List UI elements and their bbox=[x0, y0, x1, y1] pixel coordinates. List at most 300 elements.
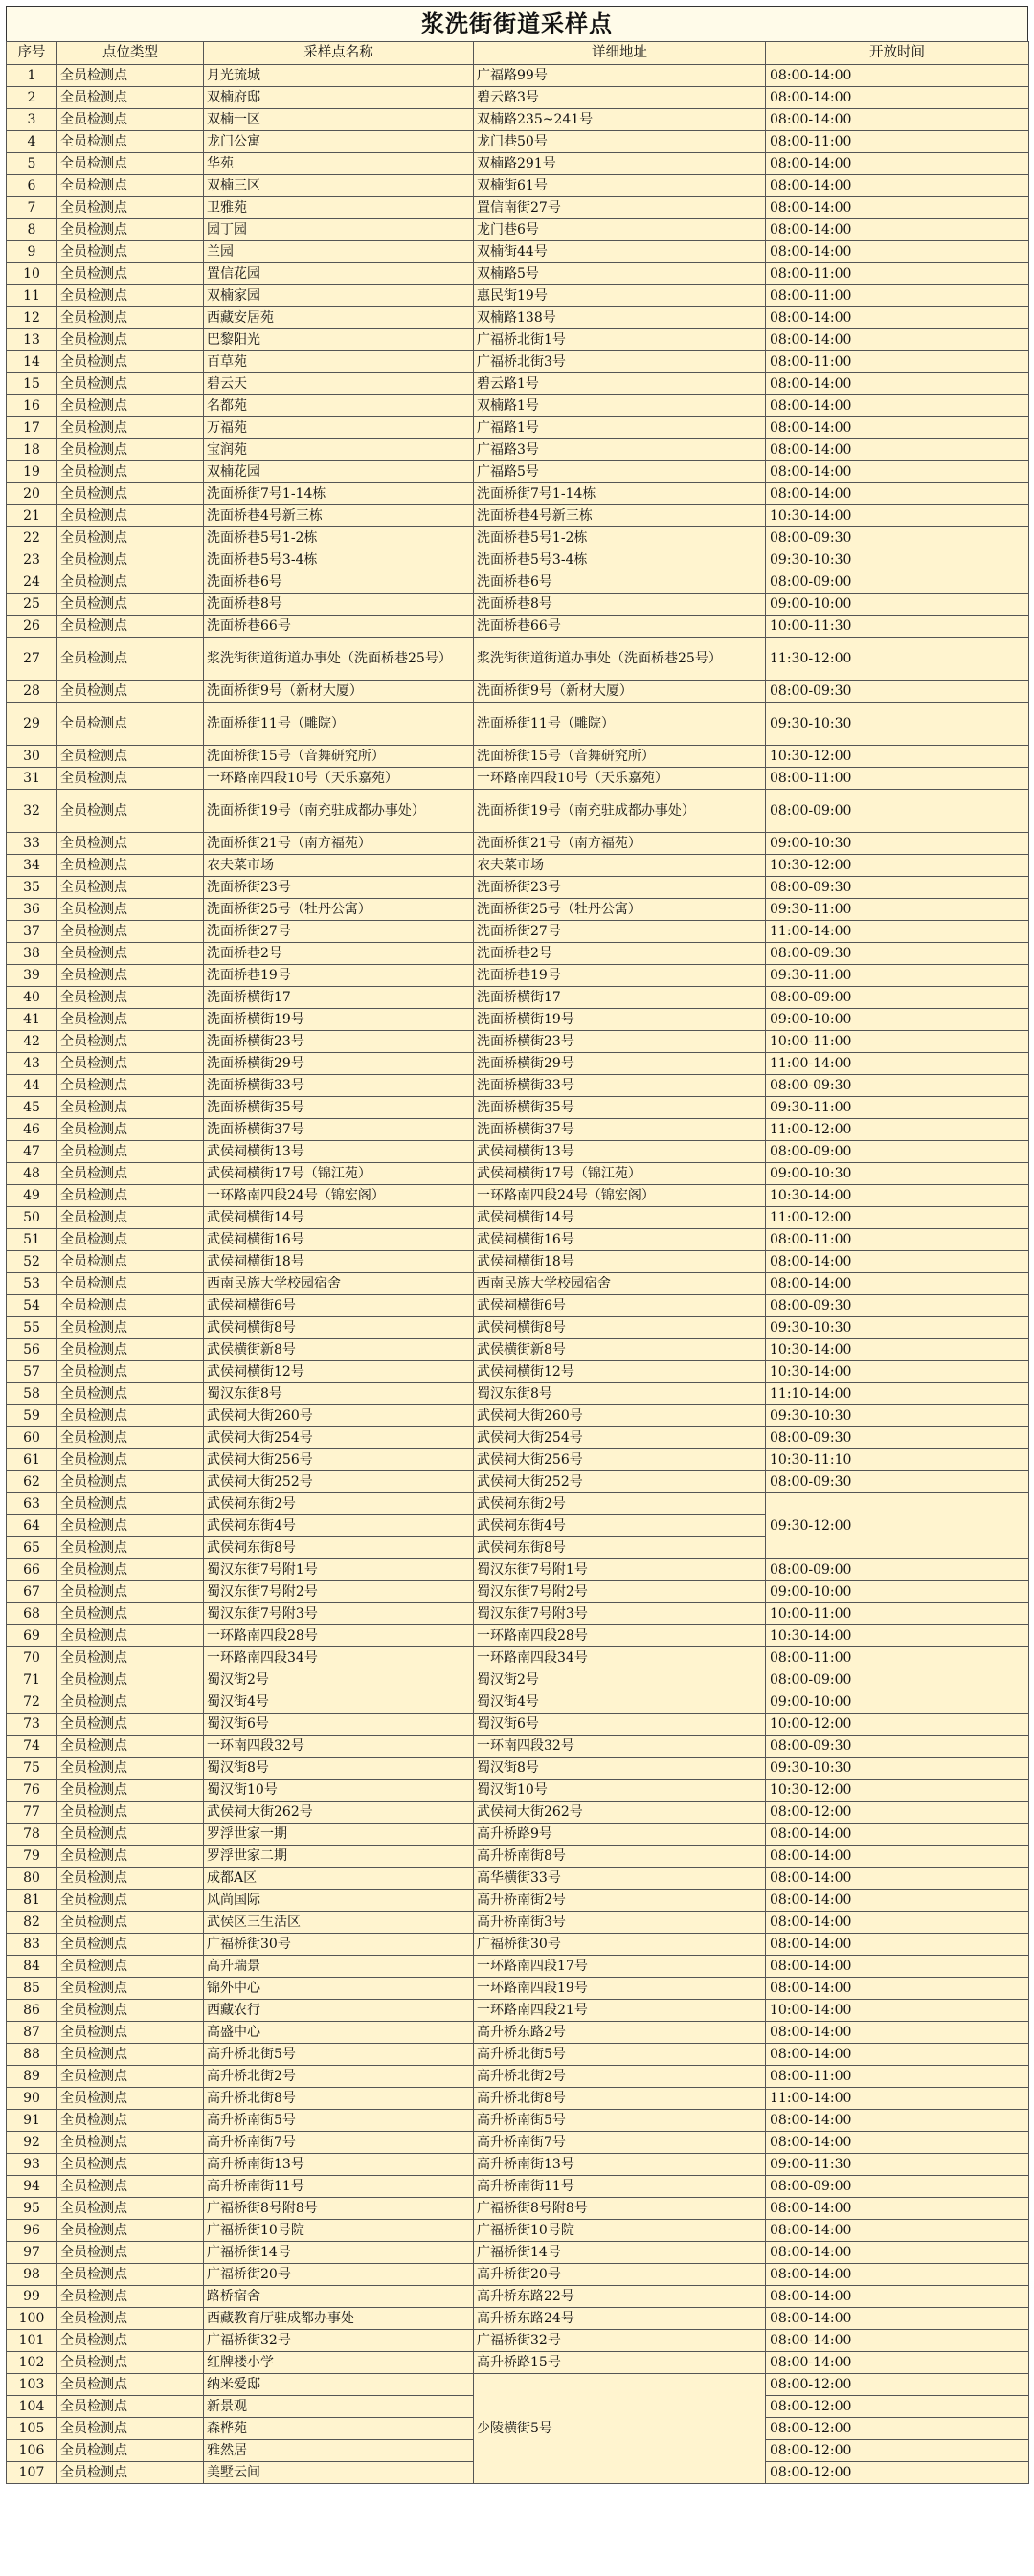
row-number: 102 bbox=[7, 2352, 57, 2374]
row-site-name: 兰园 bbox=[204, 241, 474, 263]
row-site-name: 名都苑 bbox=[204, 395, 474, 417]
row-point-type: 全员检测点 bbox=[57, 1383, 204, 1405]
row-address: 碧云路1号 bbox=[474, 373, 766, 395]
row-open-time: 08:00-09:00 bbox=[766, 987, 1029, 1009]
row-address: 龙门巷50号 bbox=[474, 131, 766, 153]
row-open-time: 08:00-14:00 bbox=[766, 2286, 1029, 2308]
row-site-name: 宝润苑 bbox=[204, 439, 474, 461]
row-address: 高升桥东路24号 bbox=[474, 2308, 766, 2330]
row-open-time: 09:30-10:30 bbox=[766, 1405, 1029, 1427]
row-site-name: 西藏农行 bbox=[204, 2000, 474, 2022]
row-point-type: 全员检测点 bbox=[57, 1978, 204, 2000]
row-number: 89 bbox=[7, 2066, 57, 2088]
row-address: 一环路南四段10号（天乐嘉苑） bbox=[474, 768, 766, 790]
row-site-name: 洗面桥街9号（新材大厦） bbox=[204, 681, 474, 703]
row-address: 武侯横街新8号 bbox=[474, 1339, 766, 1361]
row-open-time: 10:30-12:00 bbox=[766, 855, 1029, 877]
row-site-name: 置信花园 bbox=[204, 263, 474, 285]
row-open-time: 08:00-14:00 bbox=[766, 219, 1029, 241]
table-row bbox=[7, 1449, 1029, 1471]
row-open-time: 08:00-09:30 bbox=[766, 527, 1029, 549]
table-row bbox=[7, 153, 1029, 175]
row-point-type: 全员检测点 bbox=[57, 877, 204, 899]
row-address: 洗面桥巷5号3-4栋 bbox=[474, 549, 766, 571]
table-row bbox=[7, 1846, 1029, 1868]
row-address: 洗面桥巷19号 bbox=[474, 965, 766, 987]
row-open-time: 08:00-14:00 bbox=[766, 1978, 1029, 2000]
row-point-type: 全员检测点 bbox=[57, 1207, 204, 1229]
row-site-name: 西藏教育厅驻成都办事处 bbox=[204, 2308, 474, 2330]
table-row bbox=[7, 1031, 1029, 1053]
row-address: 高升桥路9号 bbox=[474, 1824, 766, 1846]
row-site-name: 成都A区 bbox=[204, 1868, 474, 1890]
row-address: 高升桥东路22号 bbox=[474, 2286, 766, 2308]
table-row bbox=[7, 1141, 1029, 1163]
row-point-type: 全员检测点 bbox=[57, 2308, 204, 2330]
row-number: 36 bbox=[7, 899, 57, 921]
row-point-type: 全员检测点 bbox=[57, 2286, 204, 2308]
row-number: 80 bbox=[7, 1868, 57, 1890]
row-address: 蜀汉街8号 bbox=[474, 1758, 766, 1780]
row-address: 广福桥街8号附8号 bbox=[474, 2198, 766, 2220]
row-site-name: 华苑 bbox=[204, 153, 474, 175]
table-row bbox=[7, 285, 1029, 307]
row-number: 56 bbox=[7, 1339, 57, 1361]
table-row bbox=[7, 616, 1029, 638]
row-point-type: 全员检测点 bbox=[57, 417, 204, 439]
row-number: 35 bbox=[7, 877, 57, 899]
row-number: 19 bbox=[7, 461, 57, 483]
table-row bbox=[7, 2022, 1029, 2044]
sheet-title: 浆洗街街道采样点 bbox=[6, 6, 1028, 41]
header-row bbox=[7, 42, 1029, 65]
row-open-time: 08:00-14:00 bbox=[766, 241, 1029, 263]
row-site-name: 蜀汉东街7号附3号 bbox=[204, 1603, 474, 1625]
row-site-name: 罗浮世家二期 bbox=[204, 1846, 474, 1868]
table-row bbox=[7, 2044, 1029, 2066]
row-address: 洗面桥街19号（南充驻成都办事处） bbox=[474, 790, 766, 833]
row-open-time: 08:00-14:00 bbox=[766, 1846, 1029, 1868]
table-row bbox=[7, 1163, 1029, 1185]
row-number: 30 bbox=[7, 746, 57, 768]
table-row bbox=[7, 1229, 1029, 1251]
row-site-name: 武侯祠大街256号 bbox=[204, 1449, 474, 1471]
row-site-name: 蜀汉东街7号附2号 bbox=[204, 1581, 474, 1603]
row-address: 武侯祠横街6号 bbox=[474, 1295, 766, 1317]
row-address: 武侯祠大街252号 bbox=[474, 1471, 766, 1493]
table-row bbox=[7, 1295, 1029, 1317]
row-address: 武侯祠横街8号 bbox=[474, 1317, 766, 1339]
row-point-type: 全员检测点 bbox=[57, 2044, 204, 2066]
row-number: 77 bbox=[7, 1802, 57, 1824]
row-address: 龙门巷6号 bbox=[474, 219, 766, 241]
row-number: 100 bbox=[7, 2308, 57, 2330]
table-row bbox=[7, 175, 1029, 197]
row-site-name: 蜀汉街10号 bbox=[204, 1780, 474, 1802]
table-row bbox=[7, 1053, 1029, 1075]
table-row bbox=[7, 329, 1029, 351]
table-row bbox=[7, 2088, 1029, 2110]
row-site-name: 双楠三区 bbox=[204, 175, 474, 197]
row-point-type: 全员检测点 bbox=[57, 921, 204, 943]
row-site-name: 高盛中心 bbox=[204, 2022, 474, 2044]
row-address: 双楠路5号 bbox=[474, 263, 766, 285]
row-address: 武侯祠横街13号 bbox=[474, 1141, 766, 1163]
row-site-name: 双楠府邸 bbox=[204, 87, 474, 109]
row-number: 1 bbox=[7, 65, 57, 87]
row-site-name: 洗面桥横街35号 bbox=[204, 1097, 474, 1119]
row-site-name: 西南民族大学校园宿舍 bbox=[204, 1273, 474, 1295]
row-site-name: 洗面桥街15号（音舞研究所） bbox=[204, 746, 474, 768]
row-point-type: 全员检测点 bbox=[57, 1009, 204, 1031]
row-number: 83 bbox=[7, 1934, 57, 1956]
row-number: 40 bbox=[7, 987, 57, 1009]
row-open-time: 10:30-11:10 bbox=[766, 1449, 1029, 1471]
row-open-time: 08:00-14:00 bbox=[766, 395, 1029, 417]
row-number: 34 bbox=[7, 855, 57, 877]
row-number: 66 bbox=[7, 1559, 57, 1581]
table-row bbox=[7, 1009, 1029, 1031]
table-row bbox=[7, 855, 1029, 877]
row-address: 双楠路291号 bbox=[474, 153, 766, 175]
row-site-name: 武侯祠横街13号 bbox=[204, 1141, 474, 1163]
table-row bbox=[7, 373, 1029, 395]
row-site-name: 高升桥北街8号 bbox=[204, 2088, 474, 2110]
table-row bbox=[7, 1736, 1029, 1758]
row-number: 98 bbox=[7, 2264, 57, 2286]
row-address: 洗面桥巷8号 bbox=[474, 594, 766, 616]
row-number: 43 bbox=[7, 1053, 57, 1075]
row-open-time: 08:00-11:00 bbox=[766, 1647, 1029, 1669]
row-site-name: 卫雅苑 bbox=[204, 197, 474, 219]
row-open-time: 08:00-14:00 bbox=[766, 373, 1029, 395]
row-point-type: 全员检测点 bbox=[57, 1229, 204, 1251]
row-address: 一环路南四段34号 bbox=[474, 1647, 766, 1669]
row-site-name: 一环路南四段10号（天乐嘉苑） bbox=[204, 768, 474, 790]
table-row bbox=[7, 1317, 1029, 1339]
table-row bbox=[7, 746, 1029, 768]
row-number: 20 bbox=[7, 483, 57, 505]
table-row bbox=[7, 2220, 1029, 2242]
row-number: 87 bbox=[7, 2022, 57, 2044]
row-address: 蜀汉街10号 bbox=[474, 1780, 766, 1802]
row-address: 洗面桥街23号 bbox=[474, 877, 766, 899]
row-number: 76 bbox=[7, 1780, 57, 1802]
table-row bbox=[7, 2374, 1029, 2396]
row-site-name: 武侯祠横街12号 bbox=[204, 1361, 474, 1383]
row-site-name: 高升桥北街5号 bbox=[204, 2044, 474, 2066]
row-number: 6 bbox=[7, 175, 57, 197]
row-number: 58 bbox=[7, 1383, 57, 1405]
row-number: 94 bbox=[7, 2176, 57, 2198]
row-open-time: 08:00-14:00 bbox=[766, 2198, 1029, 2220]
table-row bbox=[7, 1471, 1029, 1493]
row-number: 13 bbox=[7, 329, 57, 351]
row-number: 91 bbox=[7, 2110, 57, 2132]
row-open-time: 08:00-09:30 bbox=[766, 1075, 1029, 1097]
row-open-time: 11:00-14:00 bbox=[766, 921, 1029, 943]
row-address: 蜀汉东街7号附2号 bbox=[474, 1581, 766, 1603]
row-open-time: 08:00-11:00 bbox=[766, 131, 1029, 153]
row-open-time: 08:00-12:00 bbox=[766, 2418, 1029, 2440]
row-site-name: 洗面桥街25号（牡丹公寓） bbox=[204, 899, 474, 921]
row-number: 8 bbox=[7, 219, 57, 241]
row-point-type: 全员检测点 bbox=[57, 1449, 204, 1471]
row-address: 武侯祠东街2号 bbox=[474, 1493, 766, 1515]
row-number: 4 bbox=[7, 131, 57, 153]
row-site-name: 洗面桥巷6号 bbox=[204, 571, 474, 594]
row-point-type: 全员检测点 bbox=[57, 2264, 204, 2286]
table-row bbox=[7, 768, 1029, 790]
table-row bbox=[7, 241, 1029, 263]
row-open-time: 08:00-14:00 bbox=[766, 329, 1029, 351]
table-body bbox=[7, 65, 1029, 2484]
row-open-time: 11:00-14:00 bbox=[766, 1053, 1029, 1075]
row-site-name: 武侯祠横街18号 bbox=[204, 1251, 474, 1273]
row-site-name: 广福桥街30号 bbox=[204, 1934, 474, 1956]
row-point-type: 全员检测点 bbox=[57, 1427, 204, 1449]
row-number: 72 bbox=[7, 1691, 57, 1714]
row-point-type: 全员检测点 bbox=[57, 1868, 204, 1890]
row-point-type: 全员检测点 bbox=[57, 1075, 204, 1097]
row-address: 武侯祠大街256号 bbox=[474, 1449, 766, 1471]
row-number: 92 bbox=[7, 2132, 57, 2154]
table-row bbox=[7, 351, 1029, 373]
row-site-name: 蜀汉街2号 bbox=[204, 1669, 474, 1691]
row-open-time: 08:00-09:30 bbox=[766, 1295, 1029, 1317]
row-site-name: 武侯祠大街262号 bbox=[204, 1802, 474, 1824]
row-site-name: 洗面桥横街19号 bbox=[204, 1009, 474, 1031]
row-number: 11 bbox=[7, 285, 57, 307]
row-point-type: 全员检测点 bbox=[57, 1581, 204, 1603]
row-site-name: 高升桥北街2号 bbox=[204, 2066, 474, 2088]
row-point-type: 全员检测点 bbox=[57, 899, 204, 921]
row-open-time: 08:00-12:00 bbox=[766, 2440, 1029, 2462]
row-open-time: 08:00-11:00 bbox=[766, 263, 1029, 285]
row-number: 46 bbox=[7, 1119, 57, 1141]
row-address: 洗面桥街11号（雕院） bbox=[474, 703, 766, 746]
row-number: 50 bbox=[7, 1207, 57, 1229]
row-address: 洗面桥街21号（南方福苑） bbox=[474, 833, 766, 855]
row-open-time: 09:00-10:00 bbox=[766, 594, 1029, 616]
row-open-time: 08:00-14:00 bbox=[766, 1824, 1029, 1846]
row-site-name: 高升桥南街7号 bbox=[204, 2132, 474, 2154]
row-point-type: 全员检测点 bbox=[57, 2176, 204, 2198]
table-row bbox=[7, 2330, 1029, 2352]
row-point-type: 全员检测点 bbox=[57, 2000, 204, 2022]
row-site-name: 双楠花园 bbox=[204, 461, 474, 483]
row-site-name: 洗面桥巷5号3-4栋 bbox=[204, 549, 474, 571]
row-address: 洗面桥街27号 bbox=[474, 921, 766, 943]
row-number: 82 bbox=[7, 1912, 57, 1934]
row-open-time: 08:00-14:00 bbox=[766, 2308, 1029, 2330]
row-address: 广福桥北街1号 bbox=[474, 329, 766, 351]
table-row bbox=[7, 1890, 1029, 1912]
row-open-time: 08:00-11:00 bbox=[766, 2066, 1029, 2088]
row-address: 双楠路235~241号 bbox=[474, 109, 766, 131]
row-point-type: 全员检测点 bbox=[57, 1471, 204, 1493]
table-row bbox=[7, 1912, 1029, 1934]
row-number: 7 bbox=[7, 197, 57, 219]
row-site-name: 洗面桥街23号 bbox=[204, 877, 474, 899]
row-number: 57 bbox=[7, 1361, 57, 1383]
table-row bbox=[7, 877, 1029, 899]
row-address: 广福路3号 bbox=[474, 439, 766, 461]
row-number: 12 bbox=[7, 307, 57, 329]
table-row bbox=[7, 833, 1029, 855]
row-number: 47 bbox=[7, 1141, 57, 1163]
row-open-time: 09:00-10:30 bbox=[766, 833, 1029, 855]
row-site-name: 双楠家园 bbox=[204, 285, 474, 307]
row-open-time: 08:00-11:00 bbox=[766, 1229, 1029, 1251]
row-number: 39 bbox=[7, 965, 57, 987]
row-point-type: 全员检测点 bbox=[57, 307, 204, 329]
row-site-name: 武侯祠大街254号 bbox=[204, 1427, 474, 1449]
row-open-time: 10:30-14:00 bbox=[766, 1339, 1029, 1361]
table-row bbox=[7, 1934, 1029, 1956]
row-address: 高升桥南街5号 bbox=[474, 2110, 766, 2132]
row-site-name: 广福桥街8号附8号 bbox=[204, 2198, 474, 2220]
row-address: 广福桥街10号院 bbox=[474, 2220, 766, 2242]
row-open-time: 08:00-09:30 bbox=[766, 1427, 1029, 1449]
row-address: 武侯祠横街17号（锦江苑） bbox=[474, 1163, 766, 1185]
table-row bbox=[7, 1758, 1029, 1780]
row-number: 106 bbox=[7, 2440, 57, 2462]
row-address: 洗面桥街9号（新材大厦） bbox=[474, 681, 766, 703]
row-site-name: 洗面桥巷2号 bbox=[204, 943, 474, 965]
row-address: 蜀汉东街7号附1号 bbox=[474, 1559, 766, 1581]
row-open-time: 09:30-10:30 bbox=[766, 1317, 1029, 1339]
row-site-name: 蜀汉东街8号 bbox=[204, 1383, 474, 1405]
row-site-name: 高升桥南街13号 bbox=[204, 2154, 474, 2176]
row-point-type: 全员检测点 bbox=[57, 461, 204, 483]
row-address: 武侯祠大街262号 bbox=[474, 1802, 766, 1824]
row-number: 48 bbox=[7, 1163, 57, 1185]
row-point-type: 全员检测点 bbox=[57, 965, 204, 987]
row-address: 双楠路138号 bbox=[474, 307, 766, 329]
row-point-type: 全员检测点 bbox=[57, 1515, 204, 1537]
row-number: 78 bbox=[7, 1824, 57, 1846]
row-site-name: 万福苑 bbox=[204, 417, 474, 439]
table-row bbox=[7, 2000, 1029, 2022]
row-address: 一环路南四段17号 bbox=[474, 1956, 766, 1978]
row-address: 蜀汉街4号 bbox=[474, 1691, 766, 1714]
row-open-time: 08:00-12:00 bbox=[766, 2462, 1029, 2484]
row-site-name: 龙门公寓 bbox=[204, 131, 474, 153]
table-row bbox=[7, 1339, 1029, 1361]
row-point-type: 全员检测点 bbox=[57, 2418, 204, 2440]
row-site-name: 武侯祠横街17号（锦江苑） bbox=[204, 1163, 474, 1185]
table-row bbox=[7, 1824, 1029, 1846]
row-site-name: 洗面桥街21号（南方福苑） bbox=[204, 833, 474, 855]
row-open-time: 08:00-14:00 bbox=[766, 2330, 1029, 2352]
row-number: 54 bbox=[7, 1295, 57, 1317]
row-address: 洗面桥横街29号 bbox=[474, 1053, 766, 1075]
row-open-time: 08:00-14:00 bbox=[766, 2110, 1029, 2132]
row-open-time: 08:00-14:00 bbox=[766, 65, 1029, 87]
table-row bbox=[7, 681, 1029, 703]
table-row bbox=[7, 1581, 1029, 1603]
row-address: 蜀汉街6号 bbox=[474, 1714, 766, 1736]
row-number: 107 bbox=[7, 2462, 57, 2484]
row-address: 一环路南四段21号 bbox=[474, 2000, 766, 2022]
row-point-type: 全员检测点 bbox=[57, 263, 204, 285]
table-row bbox=[7, 527, 1029, 549]
row-point-type: 全员检测点 bbox=[57, 1647, 204, 1669]
sampling-sheet bbox=[6, 6, 1028, 2484]
row-site-name: 洗面桥横街33号 bbox=[204, 1075, 474, 1097]
header-address: 详细地址 bbox=[474, 42, 766, 65]
row-open-time: 09:00-10:30 bbox=[766, 1163, 1029, 1185]
table-row bbox=[7, 790, 1029, 833]
row-address: 洗面桥横街33号 bbox=[474, 1075, 766, 1097]
row-open-time: 08:00-09:00 bbox=[766, 571, 1029, 594]
row-open-time: 08:00-14:00 bbox=[766, 2352, 1029, 2374]
table-row bbox=[7, 2286, 1029, 2308]
row-number: 63 bbox=[7, 1493, 57, 1515]
row-site-name: 洗面桥巷19号 bbox=[204, 965, 474, 987]
row-open-time: 08:00-14:00 bbox=[766, 1273, 1029, 1295]
row-number: 37 bbox=[7, 921, 57, 943]
row-point-type: 全员检测点 bbox=[57, 439, 204, 461]
table-row bbox=[7, 1669, 1029, 1691]
table-row bbox=[7, 1493, 1029, 1515]
table-row bbox=[7, 1361, 1029, 1383]
row-open-time: 08:00-09:30 bbox=[766, 1471, 1029, 1493]
row-point-type: 全员检测点 bbox=[57, 2088, 204, 2110]
row-site-name: 高升瑞景 bbox=[204, 1956, 474, 1978]
row-point-type: 全员检测点 bbox=[57, 1714, 204, 1736]
row-open-time: 08:00-09:00 bbox=[766, 1559, 1029, 1581]
table-row bbox=[7, 1383, 1029, 1405]
row-number: 25 bbox=[7, 594, 57, 616]
row-site-name: 风尚国际 bbox=[204, 1890, 474, 1912]
row-address: 武侯祠横街18号 bbox=[474, 1251, 766, 1273]
row-site-name: 洗面桥横街37号 bbox=[204, 1119, 474, 1141]
row-point-type: 全员检测点 bbox=[57, 351, 204, 373]
row-open-time: 09:00-10:00 bbox=[766, 1009, 1029, 1031]
row-address: 广福路99号 bbox=[474, 65, 766, 87]
table-row bbox=[7, 987, 1029, 1009]
row-point-type: 全员检测点 bbox=[57, 1846, 204, 1868]
row-point-type: 全员检测点 bbox=[57, 855, 204, 877]
table-row bbox=[7, 638, 1029, 681]
row-site-name: 雅然居 bbox=[204, 2440, 474, 2462]
row-address: 农夫菜市场 bbox=[474, 855, 766, 877]
row-number: 22 bbox=[7, 527, 57, 549]
row-point-type: 全员检测点 bbox=[57, 1053, 204, 1075]
row-address: 洗面桥巷4号新三栋 bbox=[474, 505, 766, 527]
row-point-type: 全员检测点 bbox=[57, 2110, 204, 2132]
row-open-time: 10:00-12:00 bbox=[766, 1714, 1029, 1736]
row-site-name: 武侯祠东街8号 bbox=[204, 1537, 474, 1559]
table-row bbox=[7, 921, 1029, 943]
table-row bbox=[7, 571, 1029, 594]
row-point-type: 全员检测点 bbox=[57, 329, 204, 351]
row-address: 武侯祠大街260号 bbox=[474, 1405, 766, 1427]
row-point-type: 全员检测点 bbox=[57, 1691, 204, 1714]
row-point-type: 全员检测点 bbox=[57, 1537, 204, 1559]
table-row bbox=[7, 219, 1029, 241]
row-point-type: 全员检测点 bbox=[57, 681, 204, 703]
row-point-type: 全员检测点 bbox=[57, 1956, 204, 1978]
row-point-type: 全员检测点 bbox=[57, 943, 204, 965]
row-address: 洗面桥横街35号 bbox=[474, 1097, 766, 1119]
row-point-type: 全员检测点 bbox=[57, 2396, 204, 2418]
row-point-type: 全员检测点 bbox=[57, 1625, 204, 1647]
row-point-type: 全员检测点 bbox=[57, 594, 204, 616]
row-point-type: 全员检测点 bbox=[57, 2066, 204, 2088]
